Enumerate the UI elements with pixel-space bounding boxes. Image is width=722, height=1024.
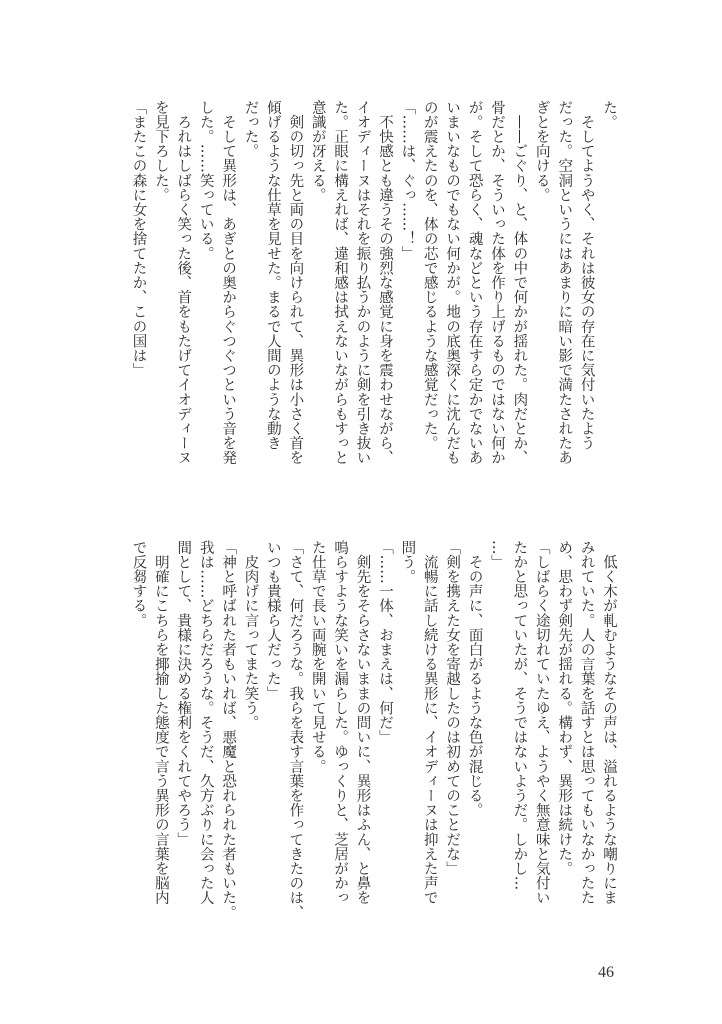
text-line: 鳴らすような笑いを漏らした。ゆっくりと、芝居がかっ xyxy=(332,540,349,905)
text-line: ——ごぐり、と、体の中で何かが揺れた。肉だとか、 xyxy=(511,100,528,465)
text-line: そしてようやく、それは彼女の存在に気付いたよう xyxy=(578,100,595,451)
text-line: 「……一体、おまえは、何だ」 xyxy=(376,540,393,745)
text-line: 骨だとか、そういった体を作り上げるものではない何か xyxy=(488,100,505,465)
text-line: 「しばらく途切れていたゆえ、ようやく無意味と気付い xyxy=(533,540,550,905)
text-line: …」 xyxy=(488,540,505,570)
text-line: 「またこの森に女を捨てたか、この国は」 xyxy=(130,100,147,378)
text-line: だった。 xyxy=(242,100,259,159)
text-line: いつも貴様ら人だった」 xyxy=(264,540,281,701)
text-line: 低く木が軋むようなその声は、溢れるような嘲りにま xyxy=(601,540,617,905)
text-line: 皮肉げに言ってまた笑う。 xyxy=(242,540,259,730)
text-line: ろれはしばらく笑った後、首をもたげてイオディーヌ xyxy=(175,100,192,465)
text-line: を見下ろした。 xyxy=(152,100,169,203)
text-line: 「さて、何だろうな。我らを表す言葉を作ってきたのは、 xyxy=(287,540,304,920)
text-line: た。正眼に構えれば、違和感は拭えないながらもすっと xyxy=(332,100,349,465)
text-line: ぎとを向ける。 xyxy=(533,100,550,203)
text-line: 意識が冴える。 xyxy=(309,100,326,203)
text-line: た。 xyxy=(601,100,617,130)
text-line: みれていた。人の言葉を話すとは思ってもいなかったた xyxy=(578,540,595,905)
text-block-top xyxy=(127,100,620,472)
text-line: した。……笑っている。 xyxy=(197,100,214,261)
text-line: 流暢に話し続ける異形に、イオディーヌは抑えた声で xyxy=(421,540,438,905)
text-line: その声に、面白がるような色が混じる。 xyxy=(466,540,483,818)
text-line: そして異形は、あぎとの奥からぐつぐつという音を発 xyxy=(220,100,237,465)
text-line: 剣の切っ先と両の目を向けられて、異形は小さく首を xyxy=(287,100,304,465)
text-line: 不快感とも違うその強烈な感覚に身を震わせながら、 xyxy=(376,100,393,465)
text-line: 剣先をそらさないままの問いに、異形はふん、と鼻を xyxy=(354,540,371,905)
text-line: 「神と呼ばれた者もいれば、悪魔と恐れられた者もいた。 xyxy=(220,540,237,920)
page-number: 46 xyxy=(598,964,614,981)
text-line: で反芻する。 xyxy=(130,540,147,628)
text-line: 我は……どちらだろうな。そうだ、久方ぶりに会った人 xyxy=(197,540,214,905)
text-line: た仕草で長い両腕を開いて見せる。 xyxy=(309,540,326,774)
text-line: 問う。 xyxy=(399,540,416,584)
text-line: 傾げるような仕草を見せた。まるで人間のような動き xyxy=(264,100,281,451)
text-line: だった。空洞というにはあまりに暗い影で満たされたあ xyxy=(556,100,573,465)
text-line: たかと思っていたが、そうではないようだ。しかし… xyxy=(511,540,528,891)
text-line: のが震えたのを、体の芯で感じるような感覚だった。 xyxy=(421,100,438,451)
text-line: 明確にこちらを揶揄した態度で言う異形の言葉を脳内 xyxy=(152,540,169,905)
text-line: いまいなものでもない何かが。地の底奥深くに沈んだも xyxy=(444,100,461,465)
text-line: イオディーヌはそれを振り払うかのように剣を引き抜い xyxy=(354,100,371,465)
text-block-bottom xyxy=(127,540,620,920)
text-line: 「……は、ぐっ……！」 xyxy=(399,100,416,261)
text-line: 間として、貴様に決める権利をくれてやろう」 xyxy=(175,540,192,847)
text-line: が。そして恐らく、魂などという存在すら定かでないあ xyxy=(466,100,483,465)
text-line: め、思わず剣先が揺れる。構わず、異形は続けた。 xyxy=(556,540,573,876)
text-line: 「剣を携えた女を寄越したのは初めてのことだな」 xyxy=(444,540,461,876)
